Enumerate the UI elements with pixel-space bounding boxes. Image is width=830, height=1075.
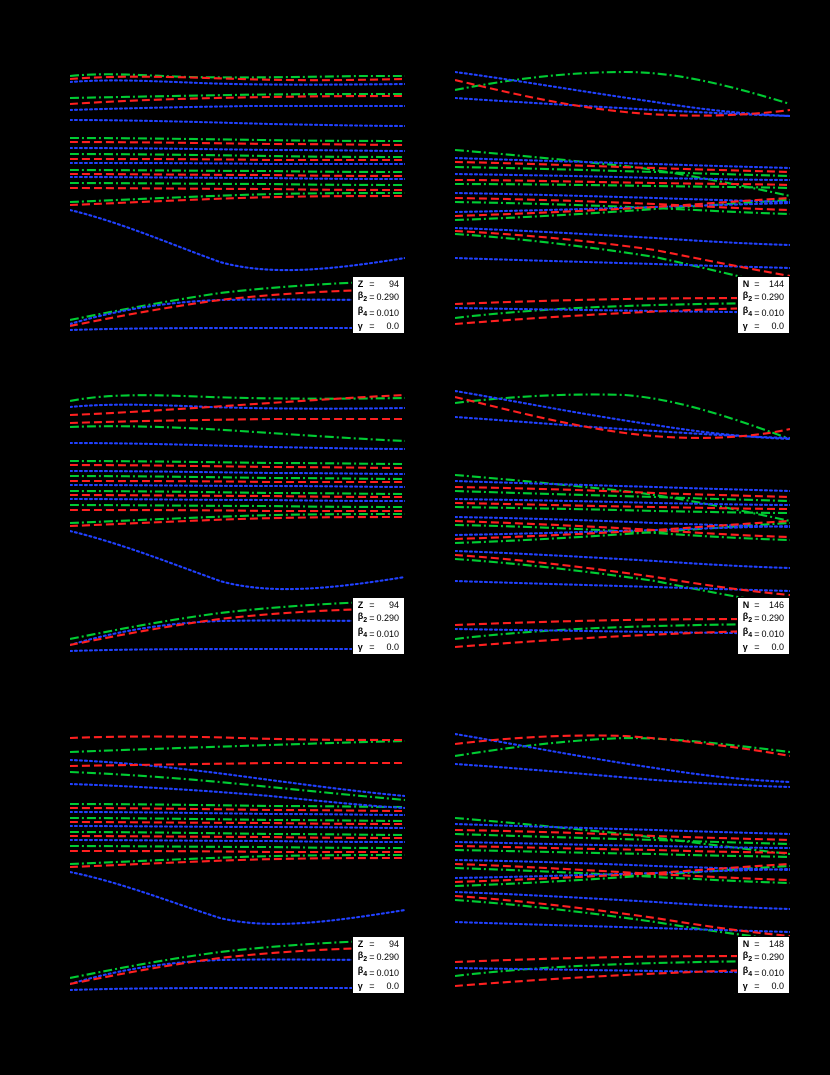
legend-key: Z bbox=[357, 939, 364, 950]
panel-legend bbox=[737, 936, 790, 994]
legend-row-symbol: γ bbox=[742, 320, 748, 331]
legend-row-symbol: γ bbox=[742, 980, 748, 991]
legend-value: 144 bbox=[768, 279, 784, 290]
legend-eq: = bbox=[754, 600, 760, 611]
legend-row-eq: = bbox=[754, 952, 760, 963]
legend-key: Z bbox=[357, 279, 364, 290]
legend-value: 94 bbox=[388, 279, 399, 290]
legend-value: 146 bbox=[768, 600, 784, 611]
legend-row-eq: = bbox=[754, 613, 760, 624]
legend-row-eq: = bbox=[369, 613, 375, 624]
legend-row-value: 0.0 bbox=[771, 641, 784, 652]
legend-row-symbol: $\beta_4$ bbox=[742, 305, 753, 318]
legend-value: 148 bbox=[768, 939, 784, 950]
legend-row-symbol: $\beta_2$ bbox=[742, 610, 753, 624]
legend-row-value: 0.290 bbox=[376, 613, 399, 624]
legend-row-symbol: $\beta_2$ bbox=[357, 949, 368, 963]
panel-legend bbox=[352, 936, 405, 994]
panel-bottom-left bbox=[70, 722, 405, 994]
panel-legend bbox=[352, 276, 405, 334]
legend-row-symbol: $\beta_4$ bbox=[357, 965, 368, 978]
panel-top-right bbox=[455, 62, 790, 334]
legend-value: 94 bbox=[388, 600, 399, 611]
legend-row-symbol: γ bbox=[357, 980, 363, 991]
legend-row-value: 0.010 bbox=[761, 967, 784, 978]
legend-eq: = bbox=[369, 279, 375, 290]
legend-row-eq: = bbox=[754, 628, 760, 639]
legend-row-eq: = bbox=[369, 952, 375, 963]
legend-key: N bbox=[742, 279, 750, 290]
panel-legend bbox=[737, 276, 790, 334]
legend-row-symbol: $\beta_2$ bbox=[742, 949, 753, 963]
legend-row-value: 0.010 bbox=[761, 307, 784, 318]
legend-row-value: 0.010 bbox=[376, 628, 399, 639]
legend-row-value: 0.010 bbox=[376, 967, 399, 978]
legend-row-value: 0.0 bbox=[771, 320, 784, 331]
legend-row-symbol: $\beta_2$ bbox=[357, 289, 368, 303]
legend-row-eq: = bbox=[754, 641, 760, 652]
legend-row-eq: = bbox=[369, 307, 375, 318]
panel-middle-left bbox=[70, 383, 405, 655]
legend-row-eq: = bbox=[369, 628, 375, 639]
legend-key: N bbox=[742, 600, 750, 611]
panel-middle-right bbox=[455, 383, 790, 655]
legend-row-value: 0.290 bbox=[376, 952, 399, 963]
legend-row-symbol: γ bbox=[742, 641, 748, 652]
legend-row-eq: = bbox=[754, 292, 760, 303]
legend-row-value: 0.010 bbox=[761, 628, 784, 639]
panel-top-left bbox=[70, 62, 405, 334]
legend-eq: = bbox=[754, 279, 760, 290]
legend-row-value: 0.290 bbox=[761, 613, 784, 624]
legend-key: N bbox=[742, 939, 750, 950]
legend-row-eq: = bbox=[369, 967, 375, 978]
legend-row-symbol: $\beta_4$ bbox=[742, 965, 753, 978]
legend-row-value: 0.290 bbox=[761, 952, 784, 963]
legend-row-symbol: $\beta_4$ bbox=[742, 626, 753, 639]
legend-key: Z bbox=[357, 600, 364, 611]
legend-row-symbol: $\beta_2$ bbox=[357, 610, 368, 624]
legend-row-eq: = bbox=[754, 320, 760, 331]
legend-row-symbol: $\beta_4$ bbox=[357, 305, 368, 318]
legend-row-symbol: $\beta_2$ bbox=[742, 289, 753, 303]
legend-row-value: 0.0 bbox=[386, 641, 399, 652]
legend-row-eq: = bbox=[369, 641, 375, 652]
legend-row-value: 0.0 bbox=[386, 980, 399, 991]
panel-legend bbox=[352, 597, 405, 655]
legend-eq: = bbox=[369, 939, 375, 950]
panel-legend bbox=[737, 597, 790, 655]
panel-bottom-right bbox=[455, 722, 790, 994]
legend-row-eq: = bbox=[369, 292, 375, 303]
legend-row-eq: = bbox=[754, 967, 760, 978]
legend-row-eq: = bbox=[369, 980, 375, 991]
legend-row-eq: = bbox=[754, 307, 760, 318]
legend-row-value: 0.290 bbox=[761, 292, 784, 303]
legend-row-symbol: γ bbox=[357, 641, 363, 652]
legend-row-value: 0.0 bbox=[386, 320, 399, 331]
legend-row-value: 0.0 bbox=[771, 980, 784, 991]
legend-row-eq: = bbox=[754, 980, 760, 991]
legend-eq: = bbox=[369, 600, 375, 611]
legend-eq: = bbox=[754, 939, 760, 950]
legend-row-symbol: $\beta_4$ bbox=[357, 626, 368, 639]
legend-row-eq: = bbox=[369, 320, 375, 331]
legend-row-value: 0.010 bbox=[376, 307, 399, 318]
legend-row-symbol: γ bbox=[357, 320, 363, 331]
legend-value: 94 bbox=[388, 939, 399, 950]
legend-row-value: 0.290 bbox=[376, 292, 399, 303]
